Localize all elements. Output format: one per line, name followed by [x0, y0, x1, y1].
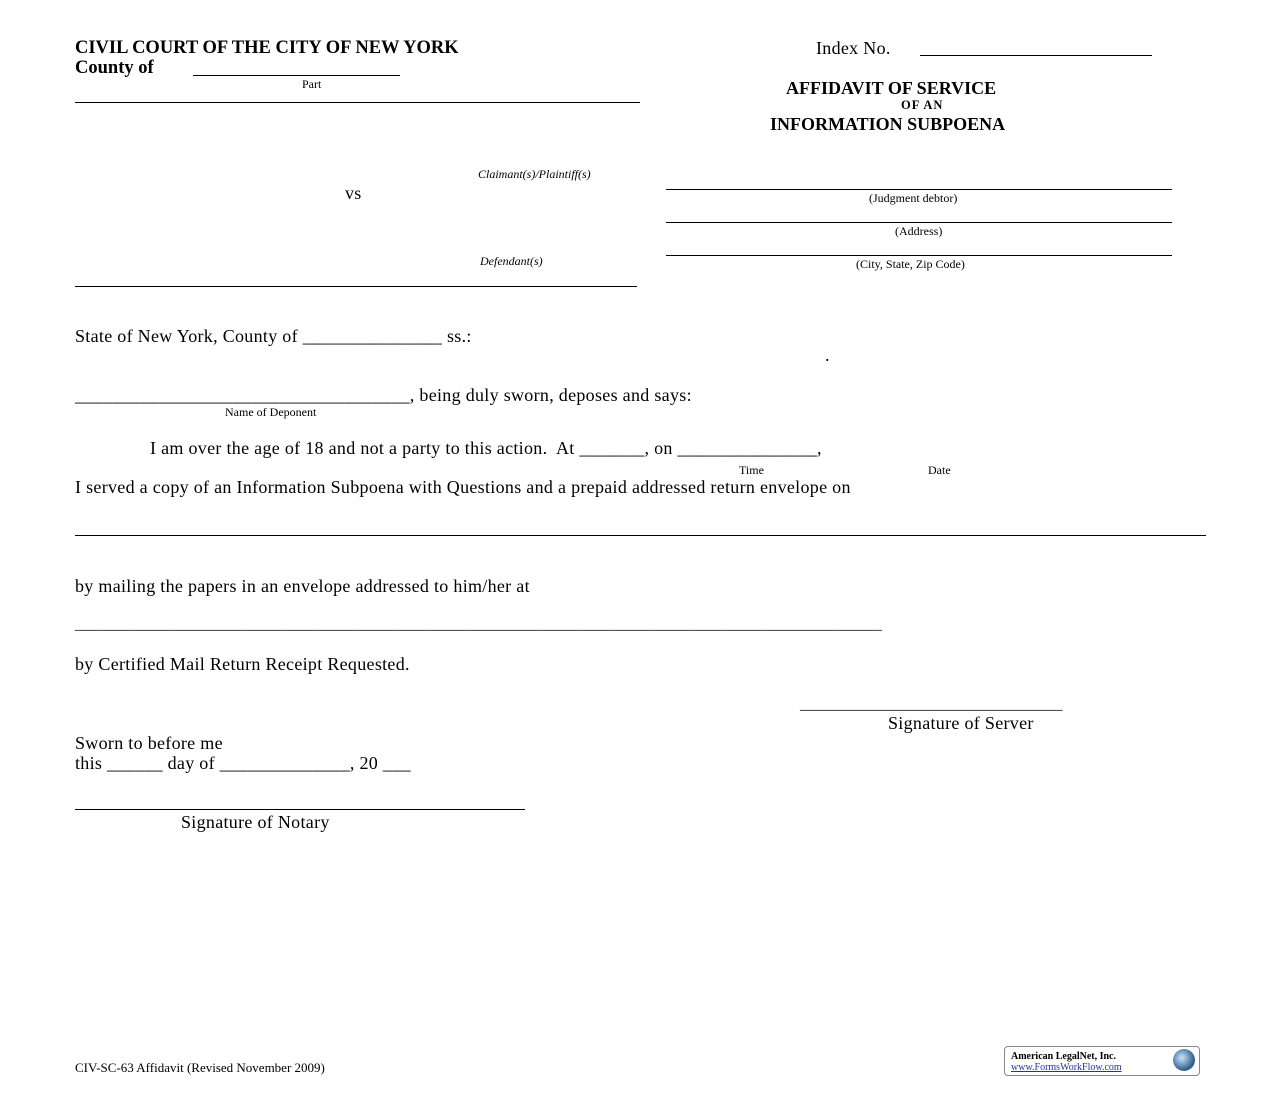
globe-icon: [1173, 1049, 1195, 1071]
american-legalnet-logo[interactable]: [1004, 1046, 1200, 1076]
vs-label: vs: [345, 183, 362, 203]
divider: [75, 102, 640, 103]
server-signature-label: Signature of Server: [888, 713, 1034, 733]
sworn-line1: Sworn to before me: [75, 733, 223, 753]
mailing-statement: by mailing the papers in an envelope addressed to him/her at: [75, 576, 530, 596]
divider: [75, 286, 637, 287]
deponent-line: ____________________________________, being duly sworn, deposes and says:: [75, 385, 692, 405]
logo-url[interactable]: www.FormsWorkFlow.com: [1011, 1062, 1122, 1073]
city-state-zip-field[interactable]: [666, 255, 1172, 256]
index-label: Index No.: [816, 38, 891, 58]
address-field[interactable]: [666, 222, 1172, 223]
form-id: CIV-SC-63 Affidavit (Revised November 2009): [75, 1060, 325, 1075]
dot: .: [825, 345, 830, 365]
county-label: County of: [75, 58, 154, 78]
county-field[interactable]: [193, 75, 400, 76]
title-line3: INFORMATION SUBPOENA: [770, 114, 1006, 134]
venue-line: State of New York, County of _______________ ss.:: [75, 326, 472, 346]
date-label: Date: [928, 463, 951, 477]
mailing-address-field[interactable]: _____________________________________________________________________________________________________________: [75, 617, 882, 633]
address-label: (Address): [895, 224, 943, 238]
served-statement: I served a copy of an Information Subpoena with Questions and a prepaid addressed return envelope on: [75, 477, 851, 497]
logo-company: American LegalNet, Inc.: [1011, 1051, 1116, 1062]
part-label: Part: [302, 77, 322, 91]
court-name: CIVIL COURT OF THE CITY OF NEW YORK: [75, 38, 459, 58]
plaintiff-label: Claimant(s)/Plaintiff(s): [478, 167, 591, 181]
deponent-label: Name of Deponent: [225, 405, 317, 419]
title-line1: AFFIDAVIT OF SERVICE: [786, 78, 997, 98]
index-number-field[interactable]: [920, 55, 1152, 56]
city-state-zip-label: (City, State, Zip Code): [856, 257, 965, 271]
age-statement: I am over the age of 18 and not a party to this action. At _______, on _______________,: [150, 438, 822, 458]
sworn-line2: this ______ day of ______________, 20 ___: [75, 753, 411, 773]
notary-signature-field[interactable]: [75, 809, 525, 810]
server-signature-field[interactable]: ___________________________________: [800, 697, 1063, 713]
notary-signature-label: Signature of Notary: [181, 812, 330, 832]
title-line2: OF AN: [901, 98, 944, 112]
served-party-field[interactable]: [75, 535, 1206, 536]
judgment-debtor-label: (Judgment debtor): [869, 191, 958, 205]
judgment-debtor-field[interactable]: [666, 189, 1172, 190]
certified-mail-statement: by Certified Mail Return Receipt Requested.: [75, 654, 410, 674]
time-label: Time: [739, 463, 764, 477]
defendant-label: Defendant(s): [480, 254, 543, 268]
